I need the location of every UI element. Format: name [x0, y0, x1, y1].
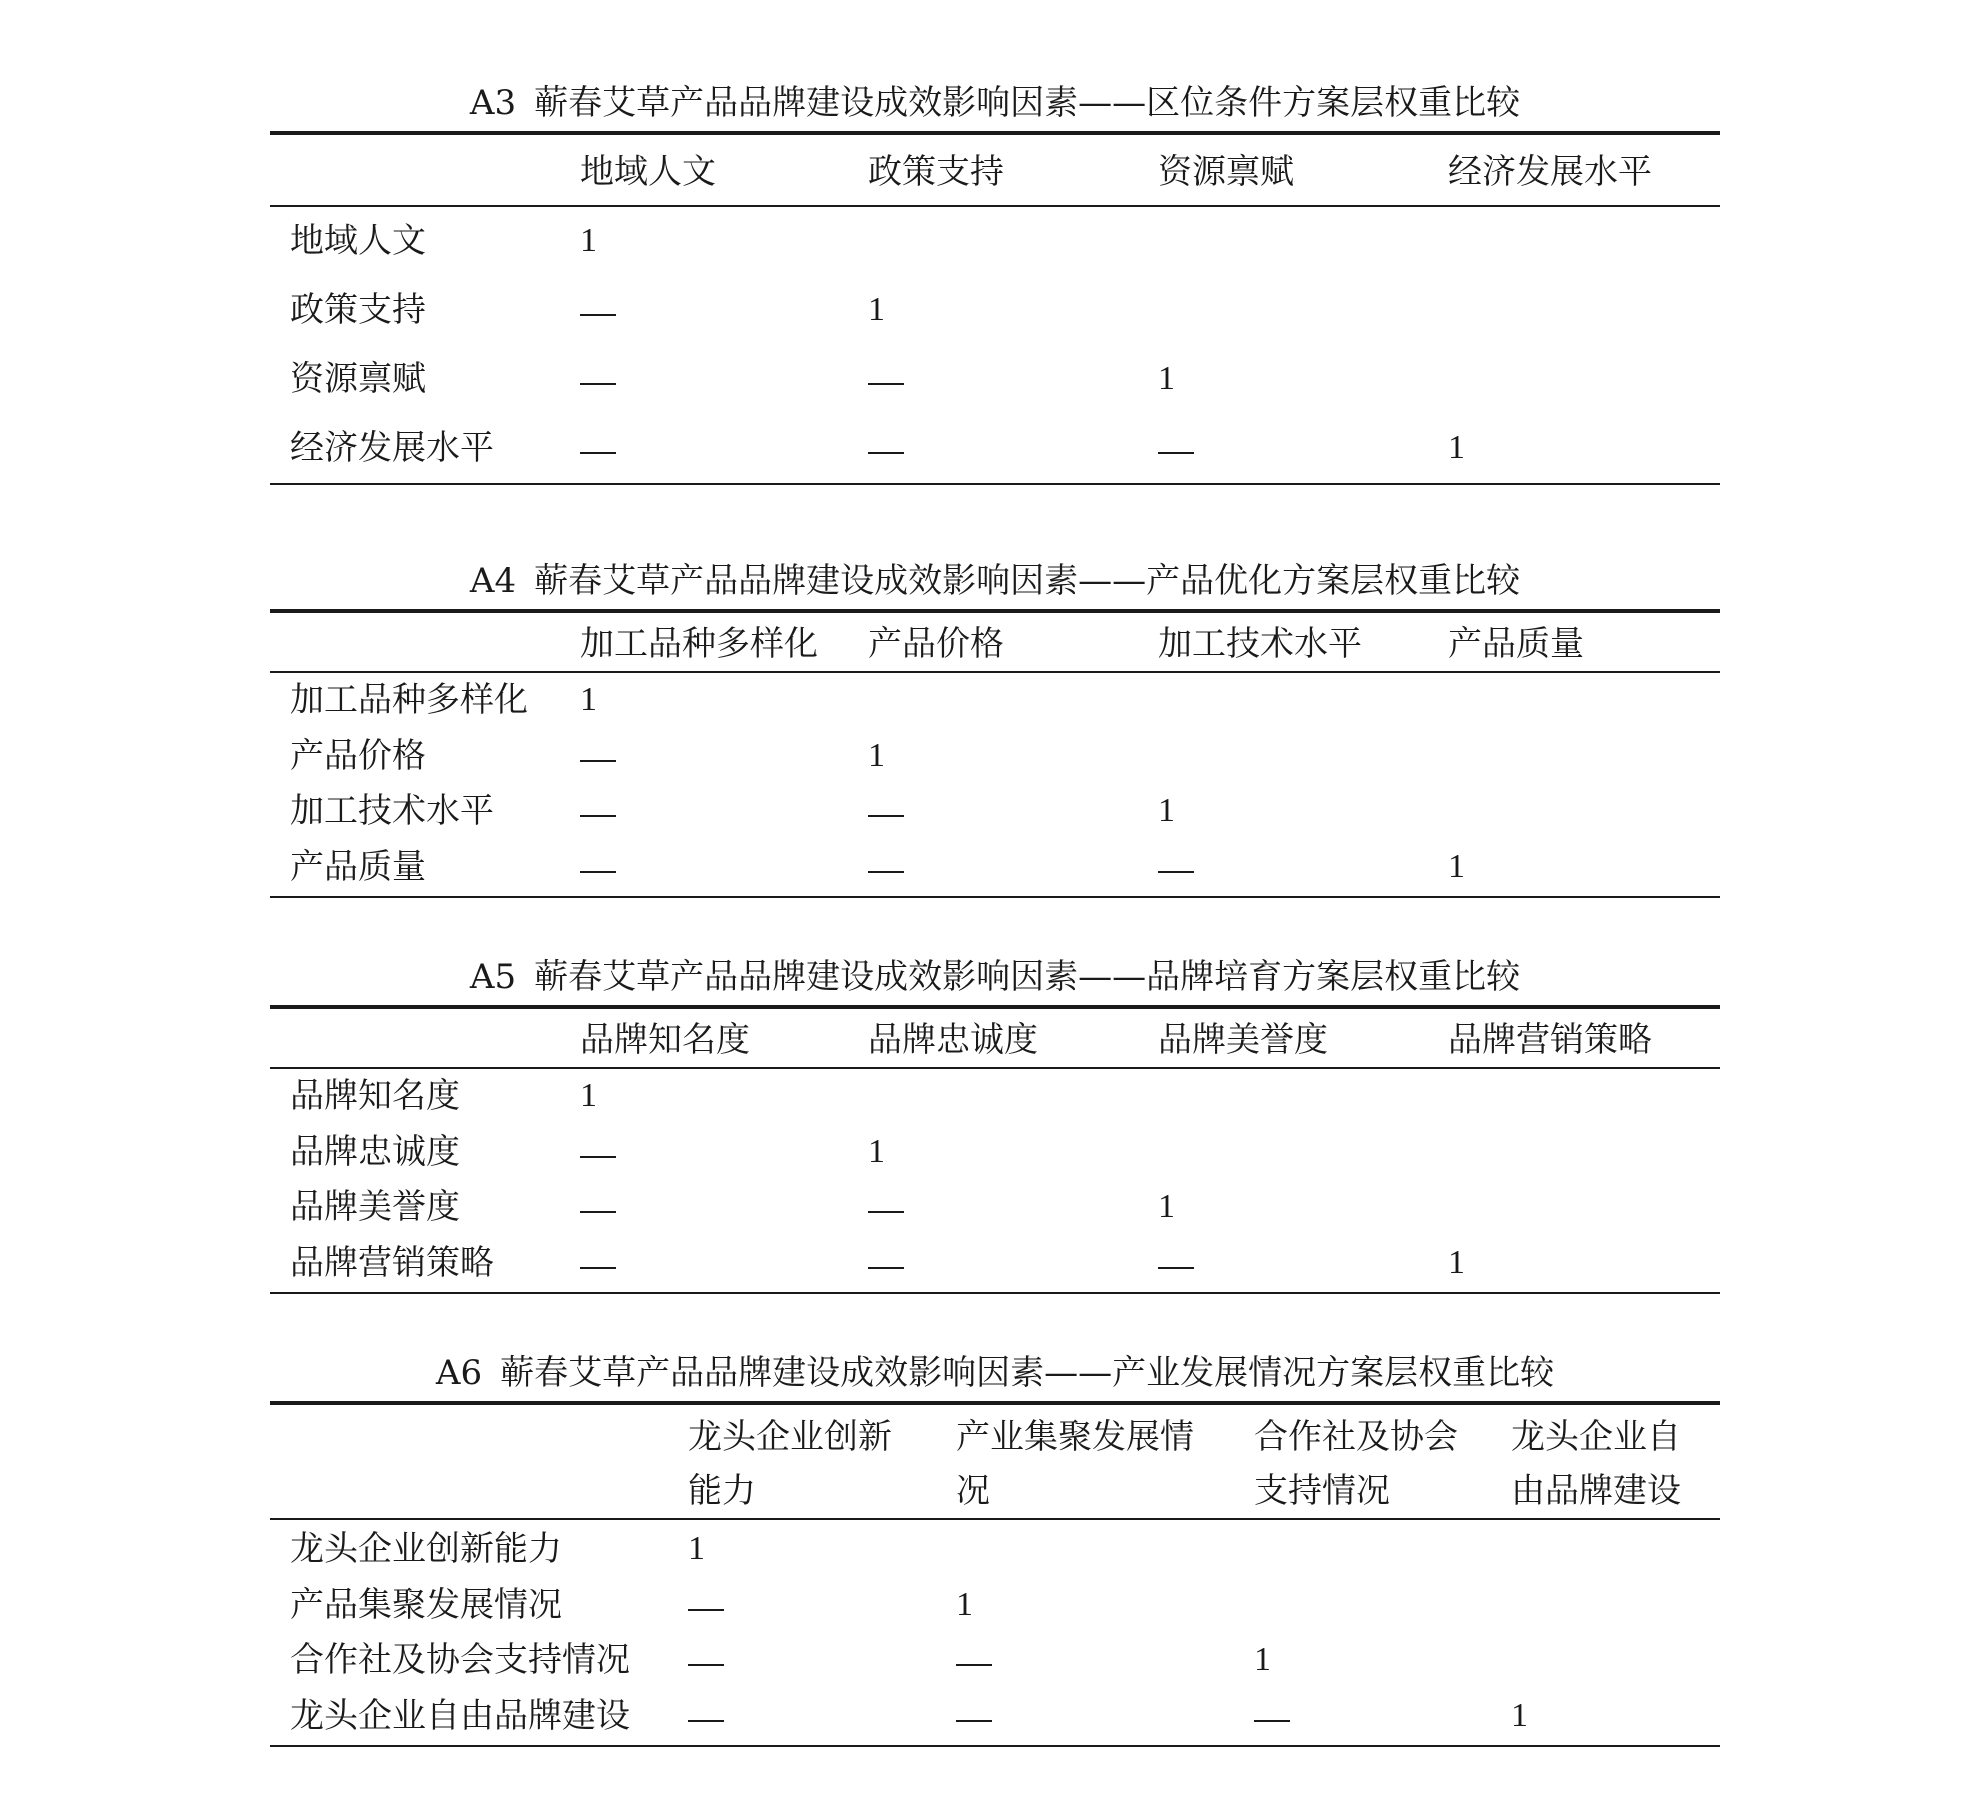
table-caption [270, 957, 1720, 997]
table-title: 蕲春艾草产品品牌建设成效影响因素——产业发展情况方案层权重比较 [500, 1353, 1555, 1393]
table-caption [270, 1353, 1720, 1393]
table-cell: 1 [1158, 360, 1175, 397]
row-label: 品牌营销策略 [290, 1243, 494, 1283]
dash-cell [580, 760, 616, 762]
bottom-rule [270, 896, 1720, 898]
dash-cell [1158, 452, 1194, 454]
table-cell: 1 [1448, 848, 1465, 885]
top-rule [270, 131, 1720, 135]
dash-cell [1254, 1720, 1290, 1722]
column-header: 龙头企业创新能力 [688, 1417, 892, 1511]
table-caption [270, 561, 1720, 601]
top-rule [270, 1401, 1720, 1405]
column-header: 品牌知名度 [580, 1020, 750, 1060]
row-label: 龙头企业创新能力 [290, 1529, 562, 1569]
dash-cell [688, 1609, 724, 1611]
dash-cell [580, 1267, 616, 1269]
row-label: 产品价格 [290, 736, 426, 776]
row-label: 品牌知名度 [290, 1076, 460, 1116]
table-caption [270, 83, 1720, 123]
table-number: A5 [469, 957, 517, 997]
row-label: 经济发展水平 [290, 428, 494, 468]
row-label: 加工品种多样化 [290, 680, 528, 720]
column-header: 品牌营销策略 [1448, 1020, 1652, 1060]
column-header: 龙头企业自由品牌建设 [1511, 1417, 1681, 1511]
row-label: 品牌美誉度 [290, 1187, 460, 1227]
table-cell: 1 [580, 1077, 597, 1114]
column-header: 产业集聚发展情况 [956, 1417, 1194, 1511]
table-cell: 1 [688, 1530, 705, 1567]
dash-cell [868, 383, 904, 385]
table-cell: 1 [1158, 1188, 1175, 1225]
table-cell: 1 [580, 681, 597, 718]
row-label: 产品集聚发展情况 [290, 1585, 562, 1625]
dash-cell [868, 1267, 904, 1269]
column-header: 产品价格 [868, 624, 1004, 664]
dash-cell [580, 1211, 616, 1213]
bottom-rule [270, 483, 1720, 485]
table-number: A3 [469, 83, 517, 123]
table-cell: 1 [1158, 792, 1175, 829]
dash-cell [868, 815, 904, 817]
dash-cell [1158, 1267, 1194, 1269]
table-cell: 1 [868, 737, 885, 774]
table-cell: 1 [1448, 429, 1465, 466]
table-cell: 1 [580, 222, 597, 259]
row-label: 产品质量 [290, 847, 426, 887]
dash-cell [580, 815, 616, 817]
row-label: 龙头企业自由品牌建设 [290, 1696, 630, 1736]
table-title: 蕲春艾草产品品牌建设成效影响因素——区位条件方案层权重比较 [534, 83, 1521, 123]
table-cell: 1 [956, 1586, 973, 1623]
header-rule [270, 205, 1720, 207]
dash-cell [868, 452, 904, 454]
table-number: A4 [469, 561, 517, 601]
dash-cell [580, 452, 616, 454]
dash-cell [580, 1156, 616, 1158]
bottom-rule [270, 1745, 1720, 1747]
dash-cell [956, 1664, 992, 1666]
table-cell: 1 [868, 1133, 885, 1170]
column-header: 政策支持 [868, 152, 1004, 192]
table-number: A6 [435, 1353, 483, 1393]
table-title: 蕲春艾草产品品牌建设成效影响因素——品牌培育方案层权重比较 [534, 957, 1521, 997]
dash-cell [580, 383, 616, 385]
row-label: 资源禀赋 [290, 359, 426, 399]
header-rule [270, 1518, 1720, 1520]
dash-cell [868, 1211, 904, 1213]
dash-cell [688, 1664, 724, 1666]
column-header: 合作社及协会支持情况 [1254, 1417, 1458, 1511]
column-header: 产品质量 [1448, 624, 1584, 664]
header-rule [270, 1067, 1720, 1069]
column-header: 资源禀赋 [1158, 152, 1294, 192]
top-rule [270, 1005, 1720, 1009]
dash-cell [688, 1720, 724, 1722]
column-header: 品牌美誉度 [1158, 1020, 1328, 1060]
bottom-rule [270, 1292, 1720, 1294]
dash-cell [868, 871, 904, 873]
row-label: 品牌忠诚度 [290, 1132, 460, 1172]
column-header: 地域人文 [580, 152, 716, 192]
column-header: 加工技术水平 [1158, 624, 1362, 664]
column-header: 品牌忠诚度 [868, 1020, 1038, 1060]
dash-cell [580, 871, 616, 873]
row-label: 加工技术水平 [290, 791, 494, 831]
table-cell: 1 [1511, 1697, 1528, 1734]
row-label: 合作社及协会支持情况 [290, 1640, 630, 1680]
dash-cell [956, 1720, 992, 1722]
dash-cell [1158, 871, 1194, 873]
row-label: 政策支持 [290, 290, 426, 330]
table-title: 蕲春艾草产品品牌建设成效影响因素——产品优化方案层权重比较 [534, 561, 1521, 601]
dash-cell [580, 314, 616, 316]
column-header: 经济发展水平 [1448, 152, 1652, 192]
column-header: 加工品种多样化 [580, 624, 818, 664]
table-cell: 1 [868, 291, 885, 328]
row-label: 地域人文 [290, 221, 426, 261]
table-cell: 1 [1448, 1244, 1465, 1281]
table-cell: 1 [1254, 1641, 1271, 1678]
top-rule [270, 609, 1720, 613]
